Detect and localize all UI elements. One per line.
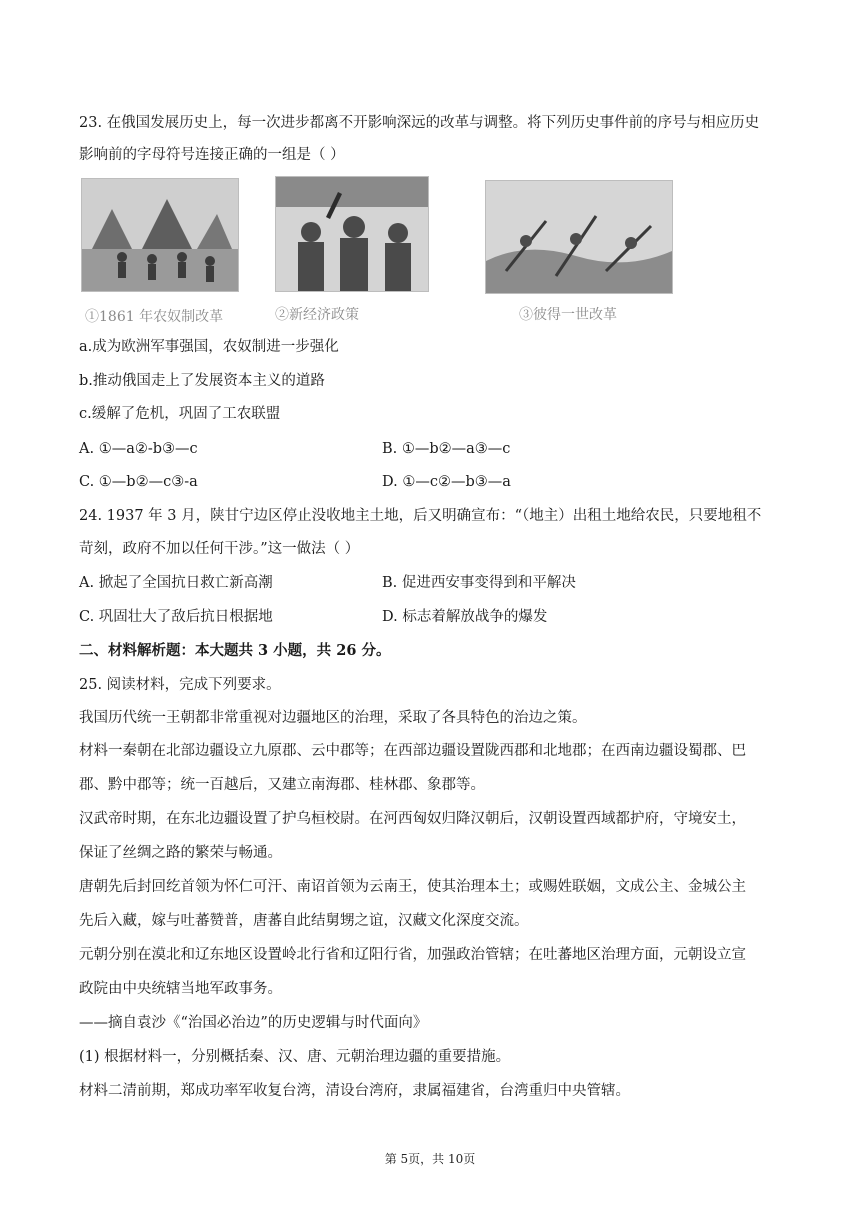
q25-material2: 材料二清前期，郑成功率军收复台湾，清设台湾府，隶属福建省，台湾重归中央管辖。: [79, 1083, 630, 1099]
page-number: 第 5页，共 10页: [384, 1152, 476, 1166]
q24-stem-line2: 苛刻，政府不加以任何干涉。”这一做法（ ）: [79, 541, 360, 557]
q25-sub-question-1: (1) 根据材料一，分别概括秦、汉、唐、元朝治理边疆的重要措施。: [79, 1049, 511, 1065]
q25-material1-line6: 先后入藏，嫁与吐蕃赞普，唐蕃自此结舅甥之谊，汉藏文化深度交流。: [79, 913, 529, 929]
q25-material1-line5: 唐朝先后封回纥首领为怀仁可汗、南诏首领为云南王，使其治理本土；或赐姓联姻，文成公主、金城公主: [79, 879, 746, 895]
q25-material1-line2: 郡、黔中郡等；统一百越后，又建立南海郡、桂林郡、象郡等。: [79, 777, 485, 793]
q23-stem-line2: 影响前的字母符号连接正确的一组是（ ）: [79, 147, 345, 163]
q25-stem: 25. 阅读材料，完成下列要求。: [79, 677, 281, 693]
nep-caption: ②新经济政策: [275, 307, 359, 323]
q25-material1-line4: 保证了丝绸之路的繁荣与畅通。: [79, 845, 282, 861]
new-economic-policy-image: [275, 176, 429, 292]
q23-item-c: c.缓解了危机，巩固了工农联盟: [79, 406, 281, 422]
section2-heading: 二、材料解析题：本大题共 3 小题，共 26 分。: [79, 642, 391, 659]
q25-material1-line3: 汉武帝时期，在东北边疆设置了护乌桓校尉。在河西匈奴归降汉朝后，汉朝设置西域都护府，守境安土，: [79, 811, 746, 827]
serf-reform-illustration: [82, 179, 238, 291]
peter-reform-illustration: [486, 181, 672, 293]
serf-reform-caption: ①1861 年农奴制改革: [85, 309, 224, 325]
peter-reform-image: [485, 180, 673, 294]
q24-option-c[interactable]: C. 巩固壮大了敌后抗日根据地: [79, 609, 273, 625]
q25-source: ——摘自袁沙《“治国必治边”的历史逻辑与时代面向》: [79, 1015, 428, 1031]
q25-material1-line7: 元朝分别在漠北和辽东地区设置岭北行省和辽阳行省，加强政治管辖；在吐蕃地区治理方面，元朝设立宣: [79, 947, 746, 963]
q23-image-group: [81, 170, 681, 330]
q24-stem-line1: 24. 1937 年 3 月，陕甘宁边区停止没收地主土地，后又明确宣布：“（地主）出租土地给农民，只要地租不: [79, 508, 762, 524]
q24-option-d[interactable]: D. 标志着解放战争的爆发: [382, 609, 548, 625]
q23-stem-line1: 23. 在俄国发展历史上，每一次进步都离不开影响深远的改革与调整。将下列历史事件前的序号与相应历史: [79, 115, 760, 131]
q23-option-b[interactable]: B. ①—b②—a③—c: [382, 441, 511, 457]
q23-option-d[interactable]: D. ①—c②—b③—a: [382, 474, 511, 490]
q24-option-a[interactable]: A. 掀起了全国抗日救亡新高潮: [79, 575, 273, 591]
q23-option-c[interactable]: C. ①—b②—c③-a: [79, 474, 198, 490]
q23-item-a: a.成为欧洲军事强国，农奴制进一步强化: [79, 339, 339, 355]
peter-reform-caption: ③彼得一世改革: [519, 307, 617, 323]
q23-item-b: b.推动俄国走上了发展资本主义的道路: [79, 373, 325, 389]
q25-material1-line1: 材料一秦朝在北部边疆设立九原郡、云中郡等；在西部边疆设置陇西郡和北地郡；在西南边疆设蜀郡、巴: [79, 743, 746, 759]
q24-option-b[interactable]: B. 促进西安事变得到和平解决: [382, 575, 576, 591]
q25-intro: 我国历代统一王朝都非常重视对边疆地区的治理，采取了各具特色的治边之策。: [79, 710, 587, 726]
nep-illustration: [276, 177, 428, 291]
serf-reform-image: [81, 178, 239, 292]
q23-option-a[interactable]: A. ①—a②-b③—c: [79, 441, 198, 457]
q25-material1-line8: 政院由中央统辖当地军政事务。: [79, 981, 282, 997]
